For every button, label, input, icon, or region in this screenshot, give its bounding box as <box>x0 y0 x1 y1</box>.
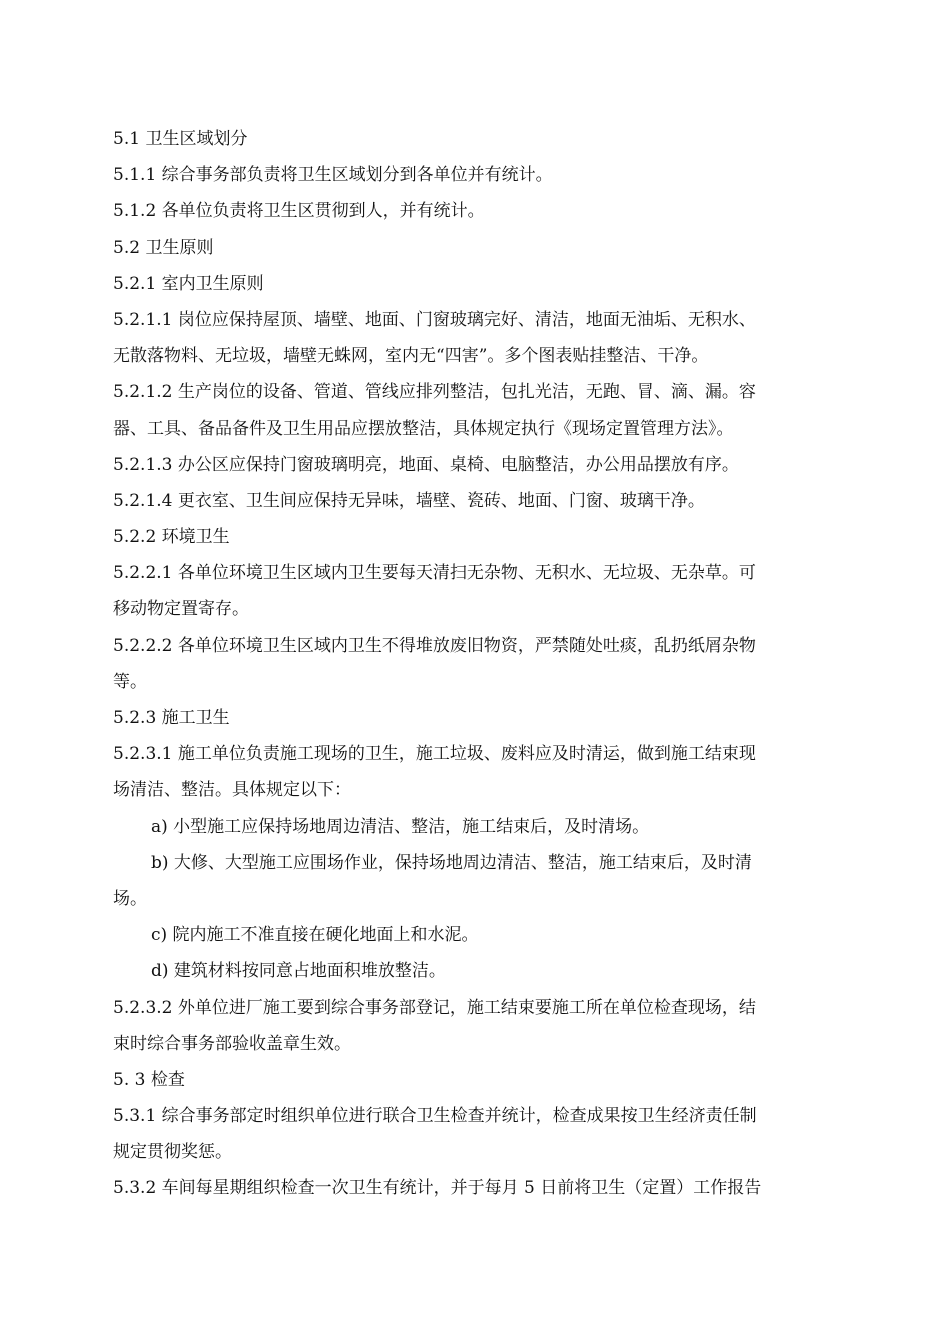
section-heading-5-3: 5. 3 检查 <box>113 1069 185 1090</box>
paragraph-5-2-2-1-line-1: 5.2.2.1 各单位环境卫生区域内卫生要每天清扫无杂物、无积水、无垃圾、无杂草。可 <box>113 563 756 584</box>
subsection-heading-5-2-3: 5.2.3 施工卫生 <box>113 708 230 728</box>
list-item-b-line-1: b) 大修、大型施工应围场作业，保持场地周边清洁、整洁，施工结束后，及时清 <box>151 852 752 873</box>
paragraph-5-2-1-1-line-1: 5.2.1.1 岗位应保持屋顶、墙壁、地面、门窗玻璃完好、清洁，地面无油垢、无积水、 <box>113 309 756 330</box>
subsection-heading-5-2-2: 5.2.2 环境卫生 <box>113 527 230 548</box>
paragraph-5-2-3-1-line-1: 5.2.3.1 施工单位负责施工现场的卫生，施工垃圾、废料应及时清运，做到施工结束现 <box>113 744 756 765</box>
paragraph-5-2-3-2-line-2: 束时综合事务部验收盖章生效。 <box>113 1033 351 1054</box>
section-heading-5-2: 5.2 卫生原则 <box>113 237 214 258</box>
paragraph-5-2-3-1-line-2: 场清洁、整洁。具体规定以下： <box>113 780 351 801</box>
paragraph-5-2-1-1-line-2: 无散落物料、无垃圾，墙壁无蛛网，室内无“四害”。多个图表贴挂整洁、干净。 <box>113 346 709 367</box>
paragraph-5-3-1-line-1: 5.3.1 综合事务部定时组织单位进行联合卫生检查并统计，检查成果按卫生经济责任制 <box>113 1106 757 1127</box>
list-item-c: c) 院内施工不准直接在硬化地面上和水泥。 <box>151 925 479 946</box>
list-item-b-line-2: 场。 <box>113 888 147 909</box>
paragraph-5-2-2-2-line-1: 5.2.2.2 各单位环境卫生区域内卫生不得堆放废旧物资，严禁随处吐痰，乱扔纸屑杂物 <box>113 635 756 656</box>
paragraph-5-1-1: 5.1.1 综合事务部负责将卫生区域划分到各单位并有统计。 <box>113 165 553 186</box>
paragraph-5-2-2-1-line-2: 移动物定置寄存。 <box>113 599 249 620</box>
paragraph-5-1-2: 5.1.2 各单位负责将卫生区贯彻到人，并有统计。 <box>113 201 485 222</box>
paragraph-5-3-1-line-2: 规定贯彻奖惩。 <box>113 1142 232 1163</box>
subsection-heading-5-2-1: 5.2.1 室内卫生原则 <box>113 273 264 294</box>
paragraph-5-2-2-2-line-2: 等。 <box>113 671 147 692</box>
paragraph-5-2-1-3: 5.2.1.3 办公区应保持门窗玻璃明亮，地面、桌椅、电脑整洁，办公用品摆放有序。 <box>113 454 739 475</box>
paragraph-5-2-3-2-line-1: 5.2.3.2 外单位进厂施工要到综合事务部登记，施工结束要施工所在单位检查现场，结 <box>113 997 756 1018</box>
document-body <box>113 121 841 1207</box>
paragraph-5-2-1-4: 5.2.1.4 更衣室、卫生间应保持无异味，墙壁、瓷砖、地面、门窗、玻璃干净。 <box>113 490 705 511</box>
list-item-a: a) 小型施工应保持场地周边清洁、整洁，施工结束后，及时清场。 <box>151 816 650 837</box>
section-heading-5-1: 5.1 卫生区域划分 <box>113 129 248 149</box>
paragraph-5-2-1-2-line-1: 5.2.1.2 生产岗位的设备、管道、管线应排列整洁，包扎光洁，无跑、冒、滴、漏。容 <box>113 382 756 403</box>
paragraph-5-2-1-2-line-2: 器、工具、备品备件及卫生用品应摆放整洁，具体规定执行《现场定置管理方法》。 <box>113 418 734 439</box>
list-item-d: d) 建筑材料按同意占地面积堆放整洁。 <box>151 961 446 982</box>
paragraph-5-3-2-line-1: 5.3.2 车间每星期组织检查一次卫生有统计，并于每月 5 日前将卫生（定置）工作报告 <box>113 1178 762 1199</box>
